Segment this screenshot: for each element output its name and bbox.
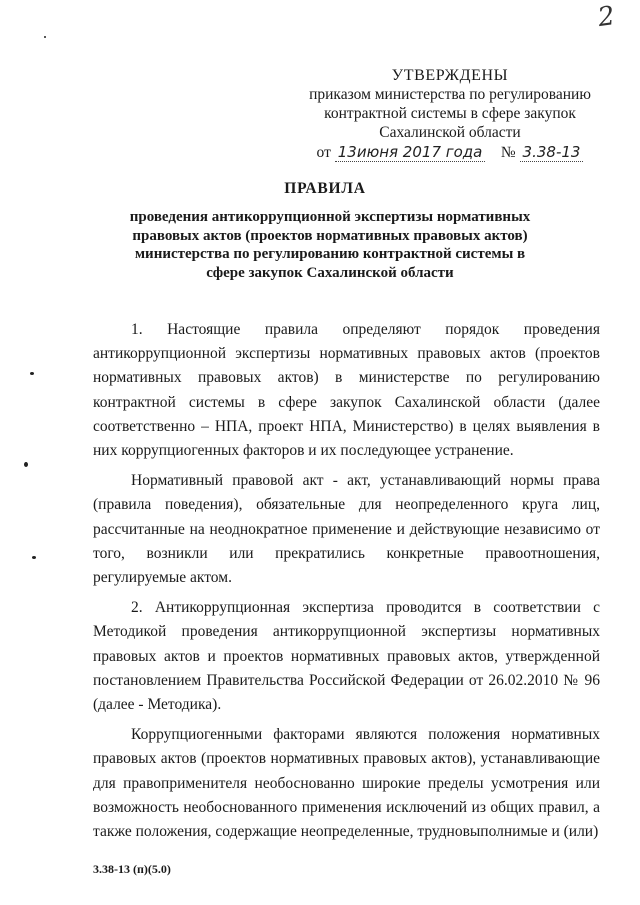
scan-speck xyxy=(24,462,28,467)
paragraph: Коррупциогенными факторами являются положения нормативных правовых актов (проектов нормативных правовых актов), устанавливающие для правоприменителя необоснованно широкие пределы усмотрения или возможность необоснованного применения исключений из общих правил, а также положения, содержащие неопределенные, трудновыполнимые и (или) xyxy=(93,726,600,841)
approval-title: УТВЕРЖДЕНЫ xyxy=(391,67,509,84)
approval-date-row xyxy=(300,143,600,162)
approval-line: Сахалинской области xyxy=(379,124,521,141)
page-number: 2 xyxy=(595,0,617,34)
paragraph: 1. Настоящие правила определяют порядок проведения антикоррупционной экспертизы нормативных правовых актов (проектов нормативных правовых актов) в министерстве по регулированию контрактной системы в сфере закупок Сахалинской области (далее соответственно – НПА, проект НПА, Министерство) в целях выявления в них коррупциогенных факторов и их последующее устранение. xyxy=(93,321,600,460)
approval-line: контрактной системы в сфере закупок xyxy=(324,105,576,122)
number-prefix: № xyxy=(500,144,516,161)
handwritten-number: 3.38-13 xyxy=(520,143,584,162)
body-text xyxy=(93,318,600,844)
document-title: ПРАВИЛА xyxy=(284,180,366,197)
footer-code: 3.38-13 (п)(5.0) xyxy=(93,862,171,876)
paragraph: Нормативный правовой акт - акт, устанавливающий нормы права (правила поведения), обязательные для неопределенного круга лиц, рассчитанные на неоднократное применение и действующие независимо от того, возникли или прекратились конкретные правоотношения, регулируемые актом. xyxy=(93,472,600,587)
approval-line: приказом министерства по регулированию xyxy=(309,86,591,103)
approval-block xyxy=(300,66,600,162)
scan-speck xyxy=(30,372,34,375)
scan-speck xyxy=(44,36,46,38)
handwritten-date: 13июня 2017 года xyxy=(335,143,486,162)
document-subtitle: проведения антикоррупционной экспертизы нормативных правовых актов (проектов нормативных правовых актов) министерства по регулированию контрактной системы в сфере закупок Сахалинской области xyxy=(129,209,531,281)
paragraph: 2. Антикоррупционная экспертиза проводится в соответствии с Методикой проведения антикоррупционной экспертизы нормативных правовых актов и проектов нормативных правовых актов, утвержденной постановлением Правительства Российской Федерации от 26.02.2010 № 96 (далее - Методика). xyxy=(93,599,600,714)
scan-speck xyxy=(32,556,36,559)
date-prefix: от xyxy=(316,144,331,161)
